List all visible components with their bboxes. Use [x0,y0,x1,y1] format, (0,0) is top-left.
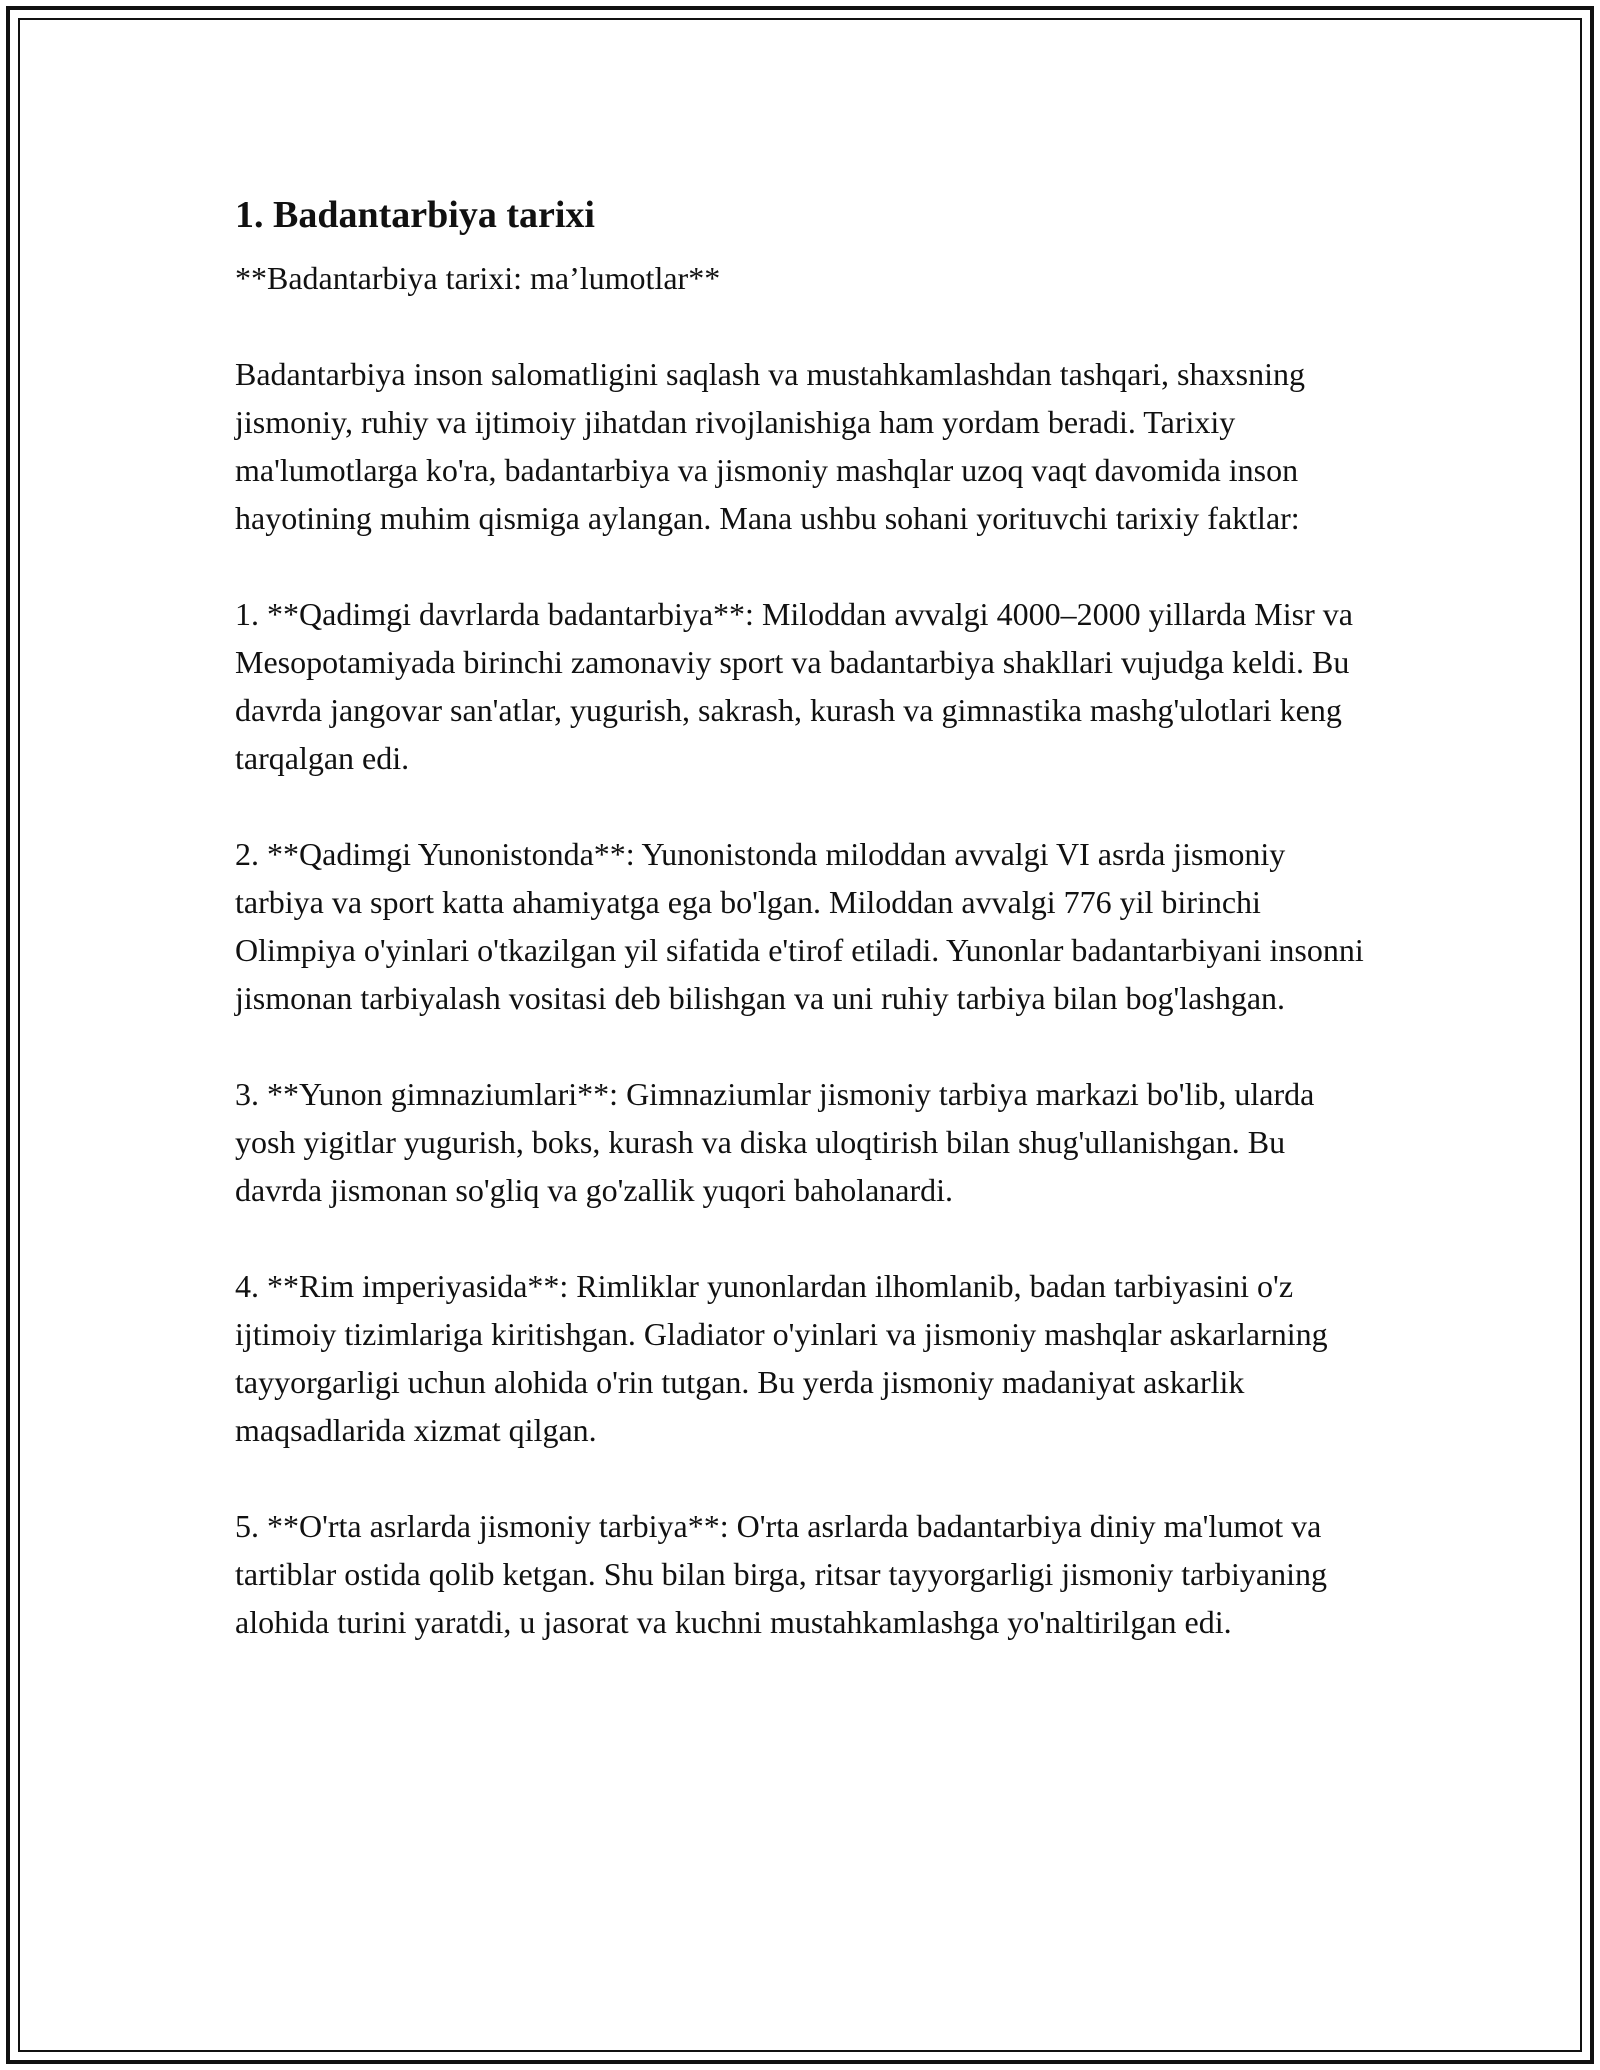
list-item-1: 1. **Qadimgi davrlarda badantarbiya**: Miloddan avvalgi 4000–2000 yillarda Misr va Mesopotamiyada birinchi zamonaviy sport va badantarbiya shakllari vujudga keldi. Bu davrda jangovar san'atlar, yugurish, sakrash, kurash va gimnastika mashg'ulotlari keng tarqalgan edi. [235,596,1353,776]
intro-paragraph: Badantarbiya inson salomatligini saqlash va mustahkamlashdan tashqari, shaxsning jismoniy, ruhiy va ijtimoiy jihatdan rivojlanishiga ham yordam beradi. Tarixiy ma'lumotlarga ko'ra, badantarbiya va jismoniy mashqlar uzoq vaqt davomida inson hayotining muhim qismiga aylangan. Mana ushbu sohani yorituvchi tarixiy faktlar: [235,356,1306,536]
list-item-4: 4. **Rim imperiyasida**: Rimliklar yunonlardan ilhomlanib, badan tarbiyasini o'z ijtimoiy tizimlariga kiritishgan. Gladiator o'yinlari va jismoniy mashqlar askarlarning tayyorgarligi uchun alohida o'rin tutgan. Bu yerda jismoniy madaniyat askarlik maqsadlarida xizmat qilgan. [235,1268,1328,1448]
document-body [235,188,1375,1646]
list-item-3: 3. **Yunon gimnaziumlari**: Gimnaziumlar jismoniy tarbiya markazi bo'lib, ularda yosh yigitlar yugurish, boks, kurash va diska uloqtirish bilan shug'ullanishgan. Bu davrda jismonan so'gliq va go'zallik yuqori baholanardi. [235,1076,1315,1208]
list-item-2: 2. **Qadimgi Yunonistonda**: Yunonistonda miloddan avvalgi VI asrda jismoniy tarbiya va sport katta ahamiyatga ega bo'lgan. Miloddan avvalgi 776 yil birinchi Olimpiya o'yinlari o'tkazilgan yil sifatida e'tirof etiladi. Yunonlar badantarbiyani insonni jismonan tarbiyalash vositasi deb bilishgan va uni ruhiy tarbiya bilan bog'lashgan. [235,836,1364,1016]
document-subtitle: **Badantarbiya tarixi: ma’lumotlar** [235,260,721,296]
list-item-5: 5. **O'rta asrlarda jismoniy tarbiya**: O'rta asrlarda badantarbiya diniy ma'lumot va tartiblar ostida qolib ketgan. Shu bilan birga, ritsar tayyorgarligi jismoniy tarbiyaning alohida turini yaratdi, u jasorat va kuchni mustahkamlashga yo'naltirilgan edi. [235,1508,1327,1640]
section-heading: 1. Badantarbiya tarixi [235,194,595,236]
